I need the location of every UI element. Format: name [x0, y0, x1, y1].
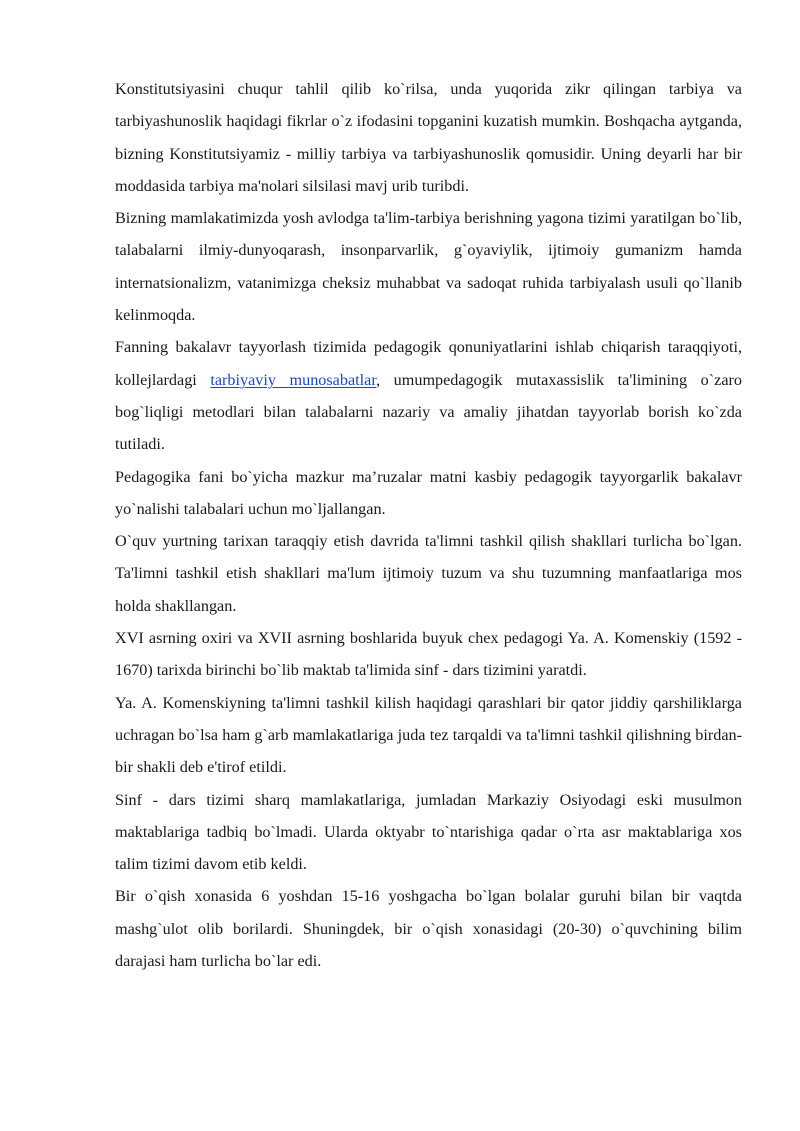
paragraph-text-before-link: Fanning bakalavr tayyorlash tizimida pedagogik qonuniyatlarini ishlab chiqarish taraqqiyoti, kollejlardagi: [115, 338, 742, 389]
paragraph-constitution: Konstitutsiyasini chuqur tahlil qilib ko`rilsa, unda yuqorida zikr qilingan tarbiya va tarbiyashunoslik haqidagi fikrlar o`z ifodasini topganini kuzatish mumkin. Boshqacha aytganda, bizning Konstitutsiyamiz - milliy tarbiya va tarbiyashunoslik qomusidir. Uning deyarli har bir moddasida tarbiya ma'nolari silsilasi mavj urib turibdi.: [115, 80, 742, 195]
tarbiyaviy-munosabatlar-link[interactable]: tarbiyaviy munosabatlar: [210, 370, 377, 389]
paragraph-komensky: XVI asrning oxiri va XVII asrning boshlarida buyuk chex pedagogi Ya. A. Komenskiy (1592 - 1670) tarixda birinchi bo`lib maktab ta'limida sinf - dars tizimini yaratdi.: [115, 629, 742, 680]
paragraph-text-after-link: , umumpedagogik mutaxassislik ta'limining o`zaro bog`liqligi metodlari bilan talabalarni nazariy va amaliy jihatdan tayyorlab borish ko`zda tutiladi.: [115, 370, 742, 454]
paragraph-school-history: O`quv yurtning tarixan taraqqiy etish davrida ta'limni tashkil qilish shakllari turlicha bo`lgan. Ta'limni tashkil etish shakllari ma'lum ijtimoiy tuzum va shu tuzumning manfaatlariga mos holda shakllangan.: [115, 532, 742, 615]
paragraph-komensky-views: Ya. A. Komenskiyning ta'limni tashkil kilish haqidagi qarashlari bir qator jiddiy qarshiliklarga uchragan bo`lsa ham g`arb mamlakatlariga juda tez tarqaldi va ta'limni tashkil qilishning birdan-bir shakli deb e'tirof etildi.: [115, 693, 742, 777]
paragraph-bachelor-training: [115, 331, 742, 460]
document-body: [115, 73, 742, 977]
paragraph-lecture-notes: Pedagogika fani bo`yicha mazkur ma’ruzalar matni kasbiy pedagogik tayyorgarlik bakalavr yo`nalishi talabalari uchun mo`ljallangan.: [115, 467, 742, 518]
paragraph-class-lesson-east: Sinf - dars tizimi sharq mamlakatlariga, jumladan Markaziy Osiyodagi eski musulmon maktablariga tadbiq bo`lmadi. Ularda oktyabr to`ntarishiga qadar o`rta asr maktablariga xos talim tizimi davom etib keldi.: [115, 790, 742, 874]
paragraph-education-system: Bizning mamlakatimizda yosh avlodga ta'lim-tarbiya berishning yagona tizimi yaratilgan bo`lib, talabalarni ilmiy-dunyoqarash, insonparvarlik, g`oyaviylik, ijtimoiy gumanizm hamda internatsionalizm, vatanimizga cheksiz muhabbat va sadoqat ruhida tarbiyalash usuli qo`llanib kelinmoqda.: [115, 209, 742, 325]
paragraph-reading-room: Bir o`qish xonasida 6 yoshdan 15-16 yoshgacha bo`lgan bolalar guruhi bilan bir vaqtda mashg`ulot olib borilardi. Shuningdek, bir o`qish xonasidagi (20-30) o`quvchining bilim darajasi ham turlicha bo`lar edi.: [115, 887, 742, 971]
